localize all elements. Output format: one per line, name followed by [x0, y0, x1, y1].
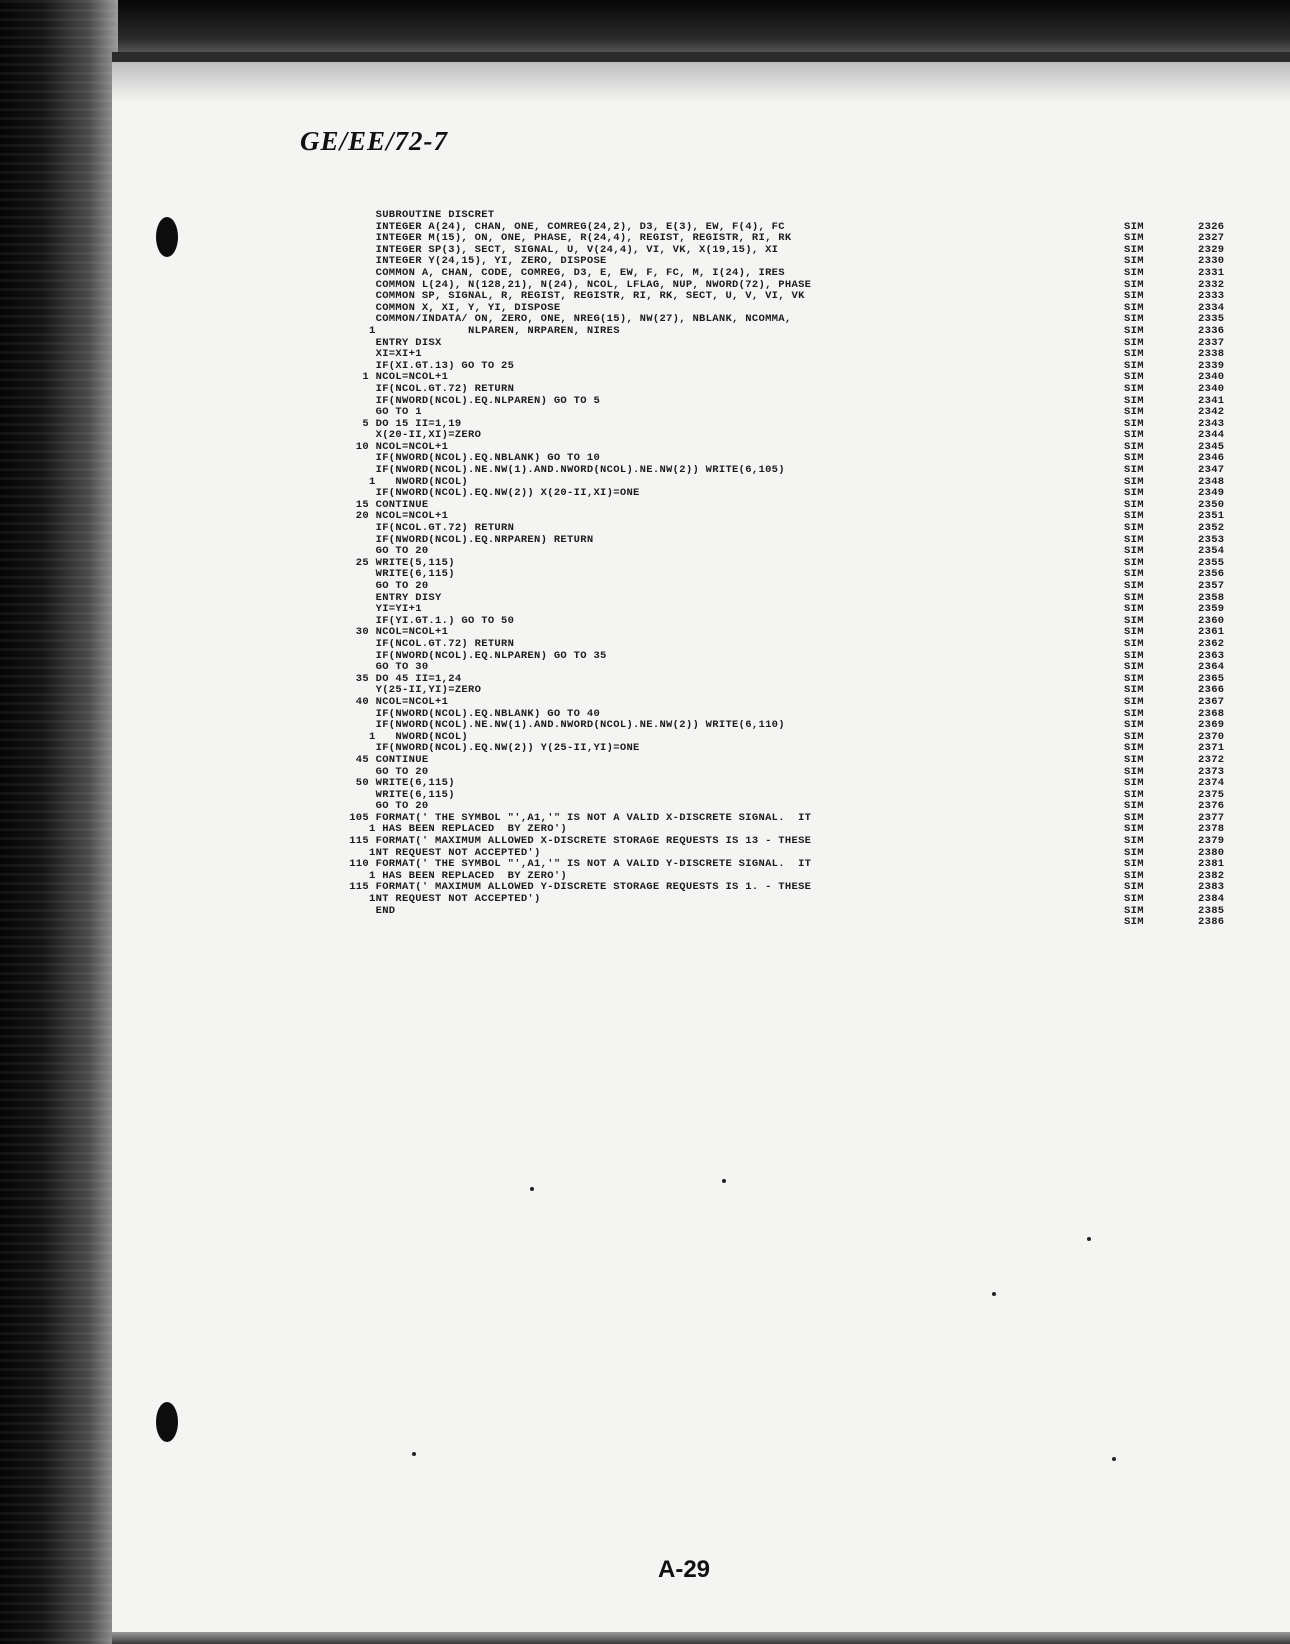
deck-tag: SIM	[1124, 498, 1144, 511]
deck-tag: SIM	[1124, 475, 1144, 488]
sequence-number: 2370	[1198, 730, 1225, 743]
deck-tag: SIM	[1124, 788, 1144, 801]
sequence-number: 2385	[1198, 904, 1225, 917]
listing-line	[336, 917, 1266, 929]
sequence-number: 2329	[1198, 243, 1225, 256]
sequence-number: 2332	[1198, 278, 1225, 291]
deck-tag: SIM	[1124, 394, 1144, 407]
code-text: IF(NWORD(NCOL).EQ.NLPAREN) GO TO 5	[336, 395, 601, 407]
code-text: IF(YI.GT.1.) GO TO 50	[336, 615, 515, 627]
deck-tag: SIM	[1124, 255, 1144, 268]
deck-tag: SIM	[1124, 742, 1144, 755]
code-text: IF(NWORD(NCOL).EQ.NRPAREN) RETURN	[336, 534, 594, 546]
scan-speck	[530, 1187, 534, 1191]
deck-tag: SIM	[1124, 916, 1144, 929]
sequence-number: 2386	[1198, 916, 1225, 929]
deck-tag: SIM	[1124, 730, 1144, 743]
deck-tag: SIM	[1124, 336, 1144, 349]
deck-tag: SIM	[1124, 243, 1144, 256]
deck-tag: SIM	[1124, 348, 1144, 361]
listing-line	[336, 326, 1266, 338]
deck-tag: SIM	[1124, 556, 1144, 569]
sequence-number: 2327	[1198, 232, 1225, 245]
sequence-number: 2354	[1198, 545, 1225, 558]
deck-tag: SIM	[1124, 661, 1144, 674]
sequence-number: 2384	[1198, 893, 1225, 906]
sequence-number: 2335	[1198, 313, 1225, 326]
code-text: ENTRY DISY	[336, 592, 442, 604]
deck-tag: SIM	[1124, 823, 1144, 836]
listing-line	[336, 268, 1266, 280]
code-text: 1 HAS BEEN REPLACED BY ZERO')	[336, 870, 568, 882]
deck-tag: SIM	[1124, 382, 1144, 395]
scan-speck	[992, 1292, 996, 1296]
listing-line	[336, 836, 1266, 848]
code-text: SUBROUTINE DISCRET	[336, 210, 495, 221]
deck-tag: SIM	[1124, 371, 1144, 384]
deck-tag: SIM	[1124, 406, 1144, 419]
sequence-number: 2337	[1198, 336, 1225, 349]
deck-tag: SIM	[1124, 719, 1144, 732]
sequence-number: 2366	[1198, 684, 1225, 697]
sequence-number: 2338	[1198, 348, 1225, 361]
code-text: 50 WRITE(6,115)	[336, 778, 455, 790]
listing-line	[336, 720, 1266, 732]
deck-tag: SIM	[1124, 220, 1144, 233]
listing-line	[336, 581, 1266, 593]
code-text: X(20-II,XI)=ZERO	[336, 430, 482, 442]
code-text: IF(NWORD(NCOL).EQ.NW(2)) X(20-II,XI)=ONE	[336, 488, 640, 500]
page-shadow	[112, 62, 1290, 102]
listing-line	[336, 639, 1266, 651]
code-text: 35 DO 45 II=1,24	[336, 673, 462, 685]
deck-tag: SIM	[1124, 510, 1144, 523]
code-text: 1 NLPAREN, NRPAREN, NIRES	[336, 325, 620, 337]
deck-tag: SIM	[1124, 649, 1144, 662]
deck-tag: SIM	[1124, 568, 1144, 581]
sequence-number: 2326	[1198, 220, 1225, 233]
deck-tag: SIM	[1124, 232, 1144, 245]
sequence-number: 2341	[1198, 394, 1225, 407]
sequence-number: 2375	[1198, 788, 1225, 801]
sequence-number: 2358	[1198, 591, 1225, 604]
deck-tag: SIM	[1124, 429, 1144, 442]
code-text: 15 CONTINUE	[336, 499, 429, 511]
deck-tag: SIM	[1124, 846, 1144, 859]
code-text: 115 FORMAT(' MAXIMUM ALLOWED Y-DISCRETE STORAGE REQUESTS IS 1. - THESE	[336, 882, 812, 894]
code-text: Y(25-II,YI)=ZERO	[336, 685, 482, 697]
code-text: WRITE(6,115)	[336, 569, 455, 581]
deck-tag: SIM	[1124, 904, 1144, 917]
deck-tag: SIM	[1124, 765, 1144, 778]
sequence-number: 2353	[1198, 533, 1225, 546]
deck-tag: SIM	[1124, 452, 1144, 465]
sequence-number: 2372	[1198, 753, 1225, 766]
deck-tag: SIM	[1124, 869, 1144, 882]
deck-tag: SIM	[1124, 695, 1144, 708]
deck-tag: SIM	[1124, 545, 1144, 558]
punch-hole-bottom	[156, 1402, 178, 1442]
sequence-number: 2365	[1198, 672, 1225, 685]
code-text: GO TO 1	[336, 407, 422, 419]
sequence-number: 2330	[1198, 255, 1225, 268]
code-text: WRITE(6,115)	[336, 789, 455, 801]
listing-line	[336, 523, 1266, 535]
code-text: 115 FORMAT(' MAXIMUM ALLOWED X-DISCRETE STORAGE REQUESTS IS 13 - THESE	[336, 836, 812, 848]
sequence-number: 2379	[1198, 835, 1225, 848]
deck-tag: SIM	[1124, 278, 1144, 291]
code-text: GO TO 20	[336, 546, 429, 558]
listing-line	[336, 465, 1266, 477]
scan-bottom-edge	[112, 1632, 1290, 1644]
code-text: IF(NCOL.GT.72) RETURN	[336, 523, 515, 535]
deck-tag: SIM	[1124, 591, 1144, 604]
code-text: 45 CONTINUE	[336, 754, 429, 766]
code-text: IF(NCOL.GT.72) RETURN	[336, 638, 515, 650]
deck-tag: SIM	[1124, 684, 1144, 697]
code-text: IF(NWORD(NCOL).EQ.NBLANK) GO TO 40	[336, 708, 601, 720]
listing-line	[336, 778, 1266, 790]
sequence-number: 2376	[1198, 800, 1225, 813]
punch-hole-top	[156, 217, 178, 257]
code-text: GO TO 20	[336, 581, 429, 592]
sequence-number: 2349	[1198, 487, 1225, 500]
code-text: XI=XI+1	[336, 349, 422, 361]
deck-tag: SIM	[1124, 417, 1144, 430]
sequence-number: 2348	[1198, 475, 1225, 488]
sequence-number: 2380	[1198, 846, 1225, 859]
code-text: 5 DO 15 II=1,19	[336, 418, 462, 430]
listing-line	[336, 210, 1266, 222]
sequence-number: 2331	[1198, 266, 1225, 279]
deck-tag: SIM	[1124, 359, 1144, 372]
sequence-number: 2336	[1198, 324, 1225, 337]
deck-tag: SIM	[1124, 522, 1144, 535]
code-text: GO TO 30	[336, 662, 429, 674]
sequence-number: 2357	[1198, 580, 1225, 592]
scan-speck	[1087, 1237, 1091, 1241]
sequence-number: 2368	[1198, 707, 1225, 720]
code-text: COMMON SP, SIGNAL, R, REGIST, REGISTR, RI, RK, SECT, U, V, VI, VK	[336, 291, 805, 303]
code-text: 1 NWORD(NCOL)	[336, 731, 469, 743]
code-text: GO TO 20	[336, 801, 429, 813]
deck-tag: SIM	[1124, 313, 1144, 326]
code-text: 30 NCOL=NCOL+1	[336, 627, 449, 639]
sequence-number: 2360	[1198, 614, 1225, 627]
sequence-number: 2355	[1198, 556, 1225, 569]
sequence-number: 2367	[1198, 695, 1225, 708]
sequence-number: 2369	[1198, 719, 1225, 732]
code-text: IF(NWORD(NCOL).NE.NW(1).AND.NWORD(NCOL).NE.NW(2)) WRITE(6,105)	[336, 465, 785, 477]
code-text: GO TO 20	[336, 766, 429, 778]
code-text: IF(NWORD(NCOL).NE.NW(1).AND.NWORD(NCOL).NE.NW(2)) WRITE(6,110)	[336, 720, 785, 732]
code-text: 40 NCOL=NCOL+1	[336, 696, 449, 708]
deck-tag: SIM	[1124, 266, 1144, 279]
sequence-number: 2342	[1198, 406, 1225, 419]
deck-tag: SIM	[1124, 464, 1144, 477]
code-text: 1NT REQUEST NOT ACCEPTED')	[336, 847, 541, 859]
code-text: IF(NWORD(NCOL).EQ.NLPAREN) GO TO 35	[336, 650, 607, 662]
listing-line	[336, 407, 1266, 419]
code-text: INTEGER A(24), CHAN, ONE, COMREG(24,2), D3, E(3), EW, F(4), FC	[336, 221, 785, 233]
sequence-number: 2352	[1198, 522, 1225, 535]
code-text: COMMON X, XI, Y, YI, DISPOSE	[336, 302, 561, 314]
code-text: 1 NCOL=NCOL+1	[336, 372, 449, 384]
document-page	[112, 52, 1290, 1644]
code-text: 105 FORMAT(' THE SYMBOL "',A1,'" IS NOT A VALID X-DISCRETE SIGNAL. IT	[336, 812, 812, 824]
deck-tag: SIM	[1124, 835, 1144, 848]
sequence-number: 2333	[1198, 290, 1225, 303]
sequence-number: 2362	[1198, 637, 1225, 650]
code-text: ENTRY DISX	[336, 337, 442, 349]
code-text: INTEGER M(15), ON, ONE, PHASE, R(24,4), REGIST, REGISTR, RI, RK	[336, 233, 792, 245]
sequence-number: 2356	[1198, 568, 1225, 581]
code-text: IF(NCOL.GT.72) RETURN	[336, 383, 515, 395]
binding-edge	[0, 0, 118, 1644]
code-text: INTEGER Y(24,15), YI, ZERO, DISPOSE	[336, 256, 607, 268]
code-text: COMMON A, CHAN, CODE, COMREG, D3, E, EW, F, FC, M, I(24), IRES	[336, 267, 785, 279]
sequence-number: 2346	[1198, 452, 1225, 465]
deck-tag: SIM	[1124, 637, 1144, 650]
listing-line	[336, 349, 1266, 361]
deck-tag: SIM	[1124, 858, 1144, 871]
sequence-number: 2373	[1198, 765, 1225, 778]
scan-speck	[412, 1452, 416, 1456]
listing-line	[336, 697, 1266, 709]
listing-line	[336, 755, 1266, 767]
sequence-number: 2340	[1198, 371, 1225, 384]
sequence-number: 2361	[1198, 626, 1225, 639]
deck-tag: SIM	[1124, 533, 1144, 546]
deck-tag: SIM	[1124, 800, 1144, 813]
code-text: 1 HAS BEEN REPLACED BY ZERO')	[336, 824, 568, 836]
sequence-number: 2344	[1198, 429, 1225, 442]
scan-speck	[1112, 1457, 1116, 1461]
deck-tag: SIM	[1124, 580, 1144, 592]
document-id: GE/EE/72-7	[300, 126, 449, 156]
deck-tag: SIM	[1124, 753, 1144, 766]
sequence-number: 2345	[1198, 440, 1225, 453]
sequence-number: 2339	[1198, 359, 1225, 372]
sequence-number: 2350	[1198, 498, 1225, 511]
deck-tag: SIM	[1124, 893, 1144, 906]
listing-line	[336, 291, 1266, 303]
listing-line	[336, 662, 1266, 674]
deck-tag: SIM	[1124, 707, 1144, 720]
code-text: YI=YI+1	[336, 604, 422, 616]
sequence-number: 2377	[1198, 811, 1225, 824]
code-text: IF(XI.GT.13) GO TO 25	[336, 360, 515, 372]
deck-tag: SIM	[1124, 324, 1144, 337]
sequence-number: 2383	[1198, 881, 1225, 894]
code-text: 1 NWORD(NCOL)	[336, 476, 469, 488]
deck-tag: SIM	[1124, 811, 1144, 824]
sequence-number: 2364	[1198, 661, 1225, 674]
deck-tag: SIM	[1124, 290, 1144, 303]
sequence-number: 2381	[1198, 858, 1225, 871]
sequence-number: 2340	[1198, 382, 1225, 395]
code-text: COMMON L(24), N(128,21), N(24), NCOL, LFLAG, NUP, NWORD(72), PHASE	[336, 279, 812, 291]
sequence-number: 2378	[1198, 823, 1225, 836]
code-text: COMMON/INDATA/ ON, ZERO, ONE, NREG(15), NW(27), NBLANK, NCOMMA,	[336, 314, 792, 326]
fortran-listing	[336, 210, 1266, 1250]
code-text: 20 NCOL=NCOL+1	[336, 511, 449, 523]
deck-tag: SIM	[1124, 626, 1144, 639]
deck-tag: SIM	[1124, 301, 1144, 314]
sequence-number: 2347	[1198, 464, 1225, 477]
code-text: IF(NWORD(NCOL).EQ.NBLANK) GO TO 10	[336, 453, 601, 465]
code-text: 10 NCOL=NCOL+1	[336, 441, 449, 453]
code-text: 1NT REQUEST NOT ACCEPTED')	[336, 894, 541, 906]
sequence-number: 2371	[1198, 742, 1225, 755]
sequence-number: 2334	[1198, 301, 1225, 314]
page-number: A-29	[658, 1556, 711, 1583]
sequence-number: 2351	[1198, 510, 1225, 523]
code-text: 110 FORMAT(' THE SYMBOL "',A1,'" IS NOT A VALID Y-DISCRETE SIGNAL. IT	[336, 859, 812, 871]
code-text: INTEGER SP(3), SECT, SIGNAL, U, V(24,4), VI, VK, X(19,15), XI	[336, 244, 779, 256]
deck-tag: SIM	[1124, 672, 1144, 685]
deck-tag: SIM	[1124, 614, 1144, 627]
sequence-number: 2374	[1198, 777, 1225, 790]
deck-tag: SIM	[1124, 603, 1144, 616]
sequence-number: 2363	[1198, 649, 1225, 662]
deck-tag: SIM	[1124, 777, 1144, 790]
listing-line	[336, 894, 1266, 906]
code-text: END	[336, 905, 396, 917]
deck-tag: SIM	[1124, 881, 1144, 894]
sequence-number: 2382	[1198, 869, 1225, 882]
code-text: IF(NWORD(NCOL).EQ.NW(2)) Y(25-II,YI)=ONE	[336, 743, 640, 755]
deck-tag: SIM	[1124, 487, 1144, 500]
scan-speck	[722, 1179, 726, 1183]
sequence-number: 2359	[1198, 603, 1225, 616]
deck-tag: SIM	[1124, 440, 1144, 453]
listing-line	[336, 384, 1266, 396]
sequence-number: 2343	[1198, 417, 1225, 430]
code-text: 25 WRITE(5,115)	[336, 557, 455, 569]
